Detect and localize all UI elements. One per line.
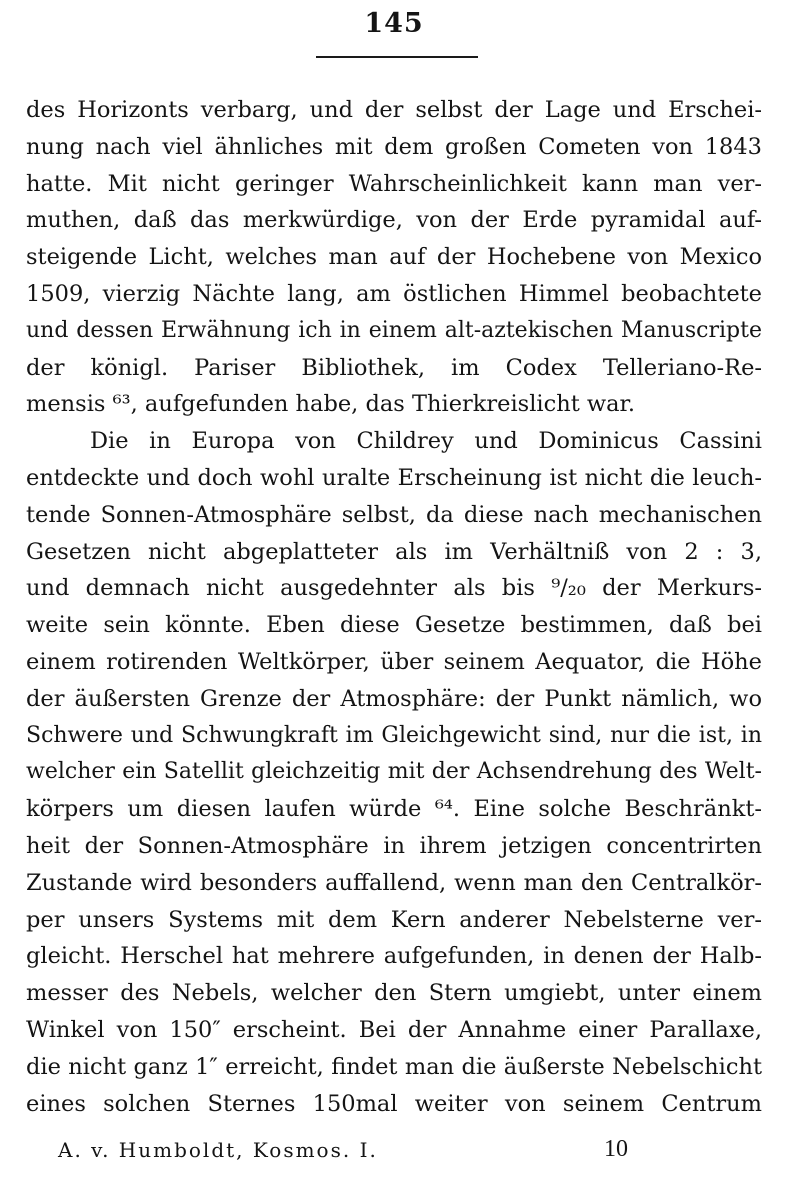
text-line: entdeckte und doch wohl uralte Erscheinung ist nicht die leuch- [26,464,762,491]
text-line: Gesetzen nicht abgeplatteter als im Verhältniß von 2 : 3, [26,538,762,565]
text-line: hatte. Mit nicht geringer Wahrscheinlichkeit kann man ver- [26,170,762,197]
text-line: steigende Licht, welches man auf der Hochebene von Mexico [26,244,762,271]
text-line: welcher ein Satellit gleichzeitig mit der Achsendrehung des Welt- [26,759,762,785]
text-line: der äußersten Grenze der Atmosphäre: der Punkt nämlich, wo [26,685,762,712]
text-line: einem rotirenden Weltkörper, über seinem Aequator, die Höhe [26,648,762,675]
text-line: weite sein könnte. Eben diese Gesetze bestimmen, daß bei [26,612,762,639]
text-line: messer des Nebels, welcher den Stern umgiebt, unter einem [26,980,762,1007]
text-line: Schwere und Schwungkraft im Gleichgewicht sind, nur die ist, in [26,722,762,748]
text-line: eines solchen Sternes 150mal weiter von seinem Centrum [26,1090,762,1117]
text-line: gleicht. Herschel hat mehrere aufgefunden, in denen der Halb- [26,943,762,970]
text-line: Zustande wird besonders auffallend, wenn man den Centralkör- [26,869,762,896]
text-line: der königl. Pariser Bibliothek, im Codex Telleriano-Re- [26,354,762,381]
text-line: und demnach nicht ausgedehnter als bis ⁹/₂₀ der Merkurs- [26,575,762,602]
text-line: und dessen Erwähnung ich in einem alt-aztekischen Manuscripte [26,317,762,343]
text-line: per unsers Systems mit dem Kern anderer Nebelsterne ver- [26,906,762,933]
body-text [26,92,762,1122]
text-line: 1509, vierzig Nächte lang, am östlichen Himmel beobachtete [26,280,762,307]
text-line: körpers um diesen laufen würde ⁶⁴. Eine solche Beschränkt- [26,796,762,823]
text-line-paragraph-end: mensis ⁶³, aufgefunden habe, das Thierkreislicht war. [26,391,635,418]
text-line: nung nach viel ähnliches mit dem großen Cometen von 1843 [26,133,762,160]
page-number: 145 [364,8,424,39]
text-line: muthen, daß das merkwürdige, von der Erde pyramidal auf- [26,207,762,234]
text-line: heit der Sonnen-Atmosphäre in ihrem jetzigen concentrirten [26,832,762,859]
text-line: Winkel von 150″ erscheint. Bei der Annahme einer Parallaxe, [26,1016,762,1043]
footer-signature: A. v. Humboldt, Kosmos. I. [58,1138,378,1162]
footer-folio: 10 [604,1136,628,1162]
header-rule [316,56,478,58]
text-line: die nicht ganz 1″ erreicht, findet man die äußerste Nebelschicht [26,1053,762,1080]
text-line-paragraph-start: Die in Europa von Childrey und Dominicus Cassini [90,428,762,455]
text-line: tende Sonnen-Atmosphäre selbst, da diese nach mechanischen [26,501,762,528]
text-line: des Horizonts verbarg, und der selbst der Lage und Erschei- [26,97,762,123]
